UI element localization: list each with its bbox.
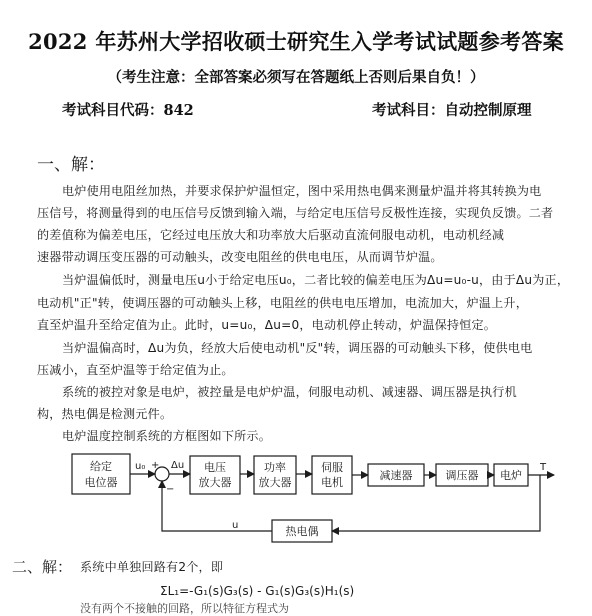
setpoint-label: 给定 xyxy=(90,460,112,473)
u0-label: u₀ xyxy=(135,461,146,472)
voltage-amp-label: 放大器 xyxy=(198,476,232,489)
answer-line: 当炉温偏低时，测量电压u小于给定电压u₀，二者比较的偏差电压为Δu=u₀-u，由于Δu为正， xyxy=(62,273,570,287)
plus-sign: + xyxy=(151,460,160,471)
power-amp-label: 放大器 xyxy=(258,476,292,489)
regulator-label: 调压器 xyxy=(445,469,479,482)
section-2-text: 系统中单独回路有2个，即 xyxy=(80,560,224,574)
answer-line: 电动机"正"转，使调压器的可动触头上移，电阻丝的供电电压增加，电流加大，炉温上升， xyxy=(37,296,528,310)
power-amp-label: 功率 xyxy=(264,461,286,474)
thermocouple-label: 热电偶 xyxy=(285,525,319,538)
answer-line: 系统的被控对象是电炉，被控量是电炉炉温，伺服电动机、减速器、调压器是执行机 xyxy=(62,385,517,399)
answer-line: 当炉温偏高时，Δu为负，经放大后使电动机"反"转，调压器的可动触头下移，使供电电 xyxy=(62,341,533,355)
exam-title: 2022 年苏州大学招收硕士研究生入学考试试题参考答案 xyxy=(28,29,564,54)
exam-notice: （考生注意：全部答案必须写在答题纸上否则后果自负！） xyxy=(107,69,485,86)
feedback-u-label: u xyxy=(232,520,239,531)
answer-line: 电炉温度控制系统的方框图如下所示。 xyxy=(62,429,271,443)
output-t-label: T xyxy=(540,462,547,473)
section-2-heading: 二、解： xyxy=(12,558,73,576)
servo-motor-label: 伺服 xyxy=(321,461,343,474)
furnace-label: 电炉 xyxy=(500,469,522,482)
answer-line: 速器带动调压变压器的可动触头，改变电阻丝的供电电压，从而调节炉温。 xyxy=(37,250,443,264)
answer-line: 直至炉温升至给定值为止。此时，u=u₀，Δu=0，电动机停止转动，炉温保持恒定。 xyxy=(37,318,497,332)
subject-code: 考试科目代码：842 xyxy=(62,102,194,119)
servo-motor-label: 电机 xyxy=(321,476,343,489)
reducer-label: 减速器 xyxy=(379,469,413,482)
minus-sign: − xyxy=(166,484,175,495)
answer-line: 压信号，将测量得到的电压信号反馈到输入端，与给定电压信号反极性连接，实现负反馈。二者 xyxy=(37,206,554,220)
voltage-amp-label: 电压 xyxy=(204,461,226,474)
setpoint-label: 电位器 xyxy=(84,476,118,489)
answer-line: 电炉使用电阻丝加热，并要求保护炉温恒定，图中采用热电偶来测量炉温并将其转换为电 xyxy=(62,184,542,198)
loop-sum-formula: ΣL₁=-G₁(s)G₃(s) - G₁(s)G₃(s)H₁(s) xyxy=(160,584,355,598)
subject-name: 考试科目：自动控制原理 xyxy=(372,102,532,119)
section-1-heading: 一、解： xyxy=(37,155,105,175)
delta-u-label: Δu xyxy=(171,460,185,471)
answer-line: 的差值称为偏差电压，它经过电压放大和功率放大后驱动直流伺服电动机，电动机经减 xyxy=(37,228,505,242)
block-diagram xyxy=(0,444,592,554)
answer-line: 压减小，直至炉温等于给定值为止。 xyxy=(37,363,234,377)
answer-line: 构，热电偶是检测元件。 xyxy=(37,407,173,421)
cut-off-line: 没有两个不接触的回路，所以特征方程式为 xyxy=(80,602,289,615)
